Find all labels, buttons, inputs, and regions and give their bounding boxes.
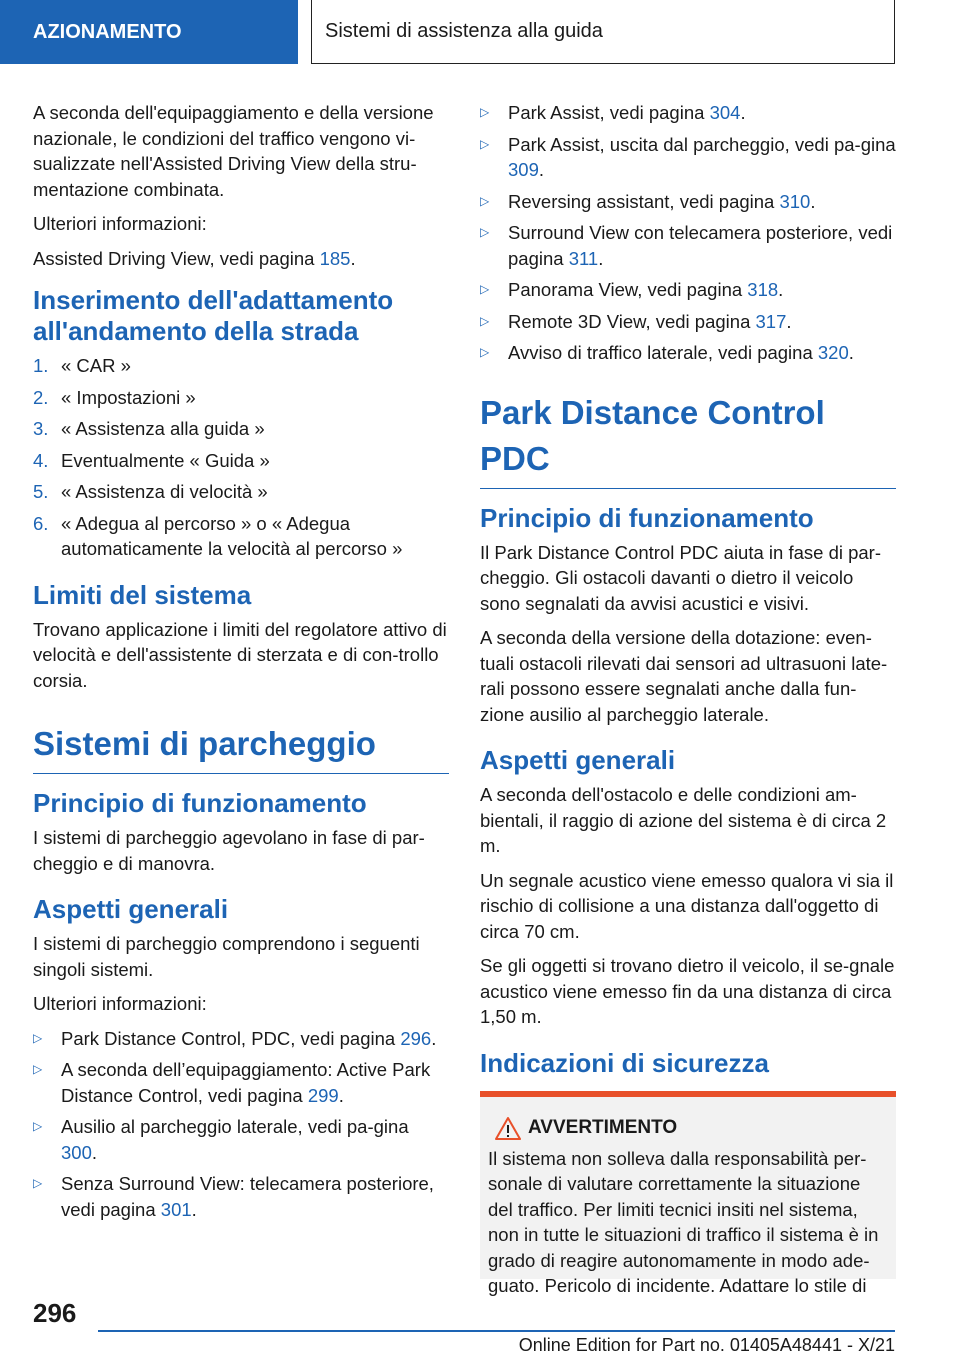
warning-box	[480, 1091, 896, 1296]
step-number: 1.	[33, 355, 49, 376]
general-paragraph-right: A seconda dell'ostacolo e delle condizioni am-bientali, il raggio di azione del sistema è di circa 2 m.	[480, 784, 887, 856]
step-text: « Impostazioni »	[61, 386, 196, 408]
edition-footer: Online Edition for Part no. 01405A48441 - X/21	[518, 1335, 895, 1355]
step-number: 2.	[33, 386, 49, 408]
section-title: Sistemi di assistenza alla guida	[325, 20, 603, 42]
triangle-bullet-icon: ▷	[33, 1062, 43, 1076]
heading-general-right: Aspetti generali	[480, 745, 676, 775]
warning-text: Il sistema non solleva dalla responsabilità per-sonale di valutare correttamente la situazione del traffico. Per limiti tecnici insiti nel sistema, non in tutte le situazioni di traffico il sistema è in grado di reagire autonomamente in modo ade-guato. Pericolo di incidente. Adattare lo stile di	[488, 1147, 879, 1296]
step-number: 4.	[33, 449, 49, 471]
step-text: Eventualmente « Guida »	[61, 449, 270, 471]
reference-item	[33, 1057, 449, 1108]
reference-end: .	[431, 1027, 437, 1049]
reference-item	[480, 277, 896, 303]
page-link[interactable]: 296	[400, 1027, 432, 1049]
heading-principle-right: Principio di funzionamento	[480, 502, 814, 533]
reference-end: .	[598, 247, 604, 269]
reference-item	[480, 100, 896, 126]
heading-general-left: Aspetti generali	[33, 894, 229, 924]
reference-end: .	[740, 102, 746, 123]
reference-label: Park Assist, vedi pagina	[508, 102, 710, 123]
triangle-bullet-icon: ▷	[33, 1176, 43, 1190]
limits-paragraph: Trovano applicazione i limiti del regolatore attivo di velocità e dell'assistente di sterzata e di con-trollo corsia.	[33, 618, 447, 691]
reference-text	[508, 220, 896, 271]
reference-end: .	[538, 159, 545, 180]
general-paragraph-right-3: Se gli oggetti si trovano dietro il veicolo, il se-gnale acustico viene emesso fin da una distanza di circa 1,50 m.	[480, 955, 895, 1027]
reference-label: Ausilio al parcheggio laterale, vedi pa-gina	[61, 1116, 409, 1137]
step-item	[33, 511, 449, 562]
heading-parking-systems: Sistemi di parcheggio	[33, 721, 449, 774]
footer-rule	[98, 1330, 895, 1332]
triangle-bullet-icon: ▷	[480, 282, 490, 296]
reference-label: Avviso di traffico laterale, vedi pagina	[508, 342, 818, 363]
warning-header	[488, 1117, 888, 1140]
heading-pdc: Park Distance Control PDC	[480, 390, 896, 489]
heading-principle-left: Principio di funzionamento	[33, 788, 367, 818]
step-number: 5.	[33, 481, 49, 502]
page-link[interactable]: 304	[709, 102, 741, 123]
page-link[interactable]: 318	[747, 279, 779, 300]
step-number: 6.	[33, 512, 49, 534]
reference-label: Panorama View, vedi pagina	[508, 279, 748, 300]
step-item	[33, 385, 449, 411]
triangle-bullet-icon: ▷	[33, 1119, 43, 1133]
triangle-bullet-icon: ▷	[33, 1030, 43, 1045]
reference-text	[508, 132, 896, 183]
step-text: « Assistenza alla guida »	[61, 418, 265, 439]
reference-label: Senza Surround View: telecamera posteriore, vedi pagina	[61, 1173, 434, 1220]
page-link[interactable]: 185	[319, 247, 351, 269]
reference-end: .	[191, 1198, 197, 1220]
intro-paragraph: A seconda dell'equipaggiamento e della versione nazionale, le condizioni del traffico vengono vi-sualizzate nell'Assisted Driving View della stru-mentazione combinata.	[33, 102, 434, 200]
triangle-bullet-icon: ▷	[480, 105, 490, 119]
warning-triangle-icon	[488, 1117, 528, 1140]
triangle-bullet-icon: ▷	[480, 345, 490, 359]
warning-title: AVVERTIMENTO	[528, 1117, 678, 1138]
step-item	[33, 416, 449, 442]
step-text: « CAR »	[61, 355, 131, 376]
reference-label: A seconda dell’equipaggiamento: Active Park Distance Control, vedi pagina	[61, 1059, 431, 1106]
reference-item	[480, 340, 896, 366]
reference-label: Remote 3D View, vedi pagina	[508, 310, 756, 332]
right-column	[480, 100, 896, 1296]
reference-text	[508, 277, 783, 303]
more-info-label: Ulteriori informazioni:	[33, 213, 207, 234]
adv-reference-text: Assisted Driving View, vedi pagina	[33, 247, 320, 269]
triangle-bullet-icon: ▷	[480, 313, 490, 328]
page-link[interactable]: 320	[817, 342, 849, 363]
reference-list-left	[33, 1026, 449, 1223]
reference-text	[61, 1057, 449, 1108]
triangle-bullet-icon: ▷	[480, 136, 490, 151]
general-paragraph-left: I sistemi di parcheggio comprendono i seguenti singoli sistemi.	[33, 933, 420, 980]
reference-item	[480, 220, 896, 271]
page-number: 296	[33, 1298, 77, 1328]
reference-label: Reversing assistant, vedi pagina	[508, 190, 780, 212]
reference-text	[61, 1114, 449, 1165]
chapter-label: AZIONAMENTO	[33, 20, 182, 43]
reference-end: .	[338, 1084, 344, 1106]
general-paragraph-right-2: Un segnale acustico viene emesso qualora vi sia il rischio di collisione a una distanza dall'oggetto di circa 70 cm.	[480, 869, 894, 942]
principle-paragraph-right-2: A seconda della versione della dotazione: even-tuali ostacoli rilevati dai sensori ad ultrasuoni late-rali possono essere segnalati anche dalla fun-zione ausilio al parcheggio laterale.	[480, 627, 888, 725]
reference-item	[33, 1171, 449, 1222]
step-item	[33, 448, 449, 474]
reference-label: Surround View con telecamera posteriore, vedi pagina	[508, 222, 893, 269]
page-link[interactable]: 301	[160, 1198, 192, 1220]
reference-label: Park Distance Control, PDC, vedi pagina	[61, 1027, 401, 1049]
reference-end: .	[786, 310, 792, 332]
heading-safety: Indicazioni di sicurezza	[480, 1047, 769, 1078]
more-info-label-2: Ulteriori informazioni:	[33, 993, 207, 1014]
reference-end: .	[810, 190, 816, 212]
heading-limits: Limiti del sistema	[33, 579, 252, 610]
page-link[interactable]: 317	[755, 310, 787, 332]
page-link[interactable]: 300	[61, 1141, 92, 1163]
reference-item	[480, 309, 896, 335]
step-number: 3.	[33, 418, 49, 439]
reference-end: .	[848, 342, 854, 363]
reference-end: .	[778, 279, 784, 300]
chapter-tab	[0, 0, 298, 64]
reference-text	[61, 1171, 449, 1222]
left-column	[33, 100, 449, 1230]
triangle-bullet-icon: ▷	[480, 225, 490, 239]
reference-item	[480, 189, 896, 215]
page-link[interactable]: 311	[568, 247, 599, 269]
principle-paragraph-right: Il Park Distance Control PDC aiuta in fase di par-cheggio. Gli ostacoli davanti o dietro il veicolo sono segnalati da avvisi acustici e visivi.	[480, 541, 882, 614]
section-header	[311, 0, 895, 64]
heading-adaptation: Inserimento dell'adattamento all'andamento della strada	[33, 285, 394, 346]
adv-reference: Assisted Driving View, vedi pagina 185.	[33, 247, 356, 269]
step-item	[33, 353, 449, 379]
reference-text	[508, 100, 746, 126]
step-list	[33, 353, 449, 562]
reference-text	[508, 340, 854, 366]
page-link[interactable]: 299	[307, 1084, 339, 1106]
reference-label: Park Assist, uscita dal parcheggio, vedi pa-gina	[508, 133, 896, 155]
reference-item	[33, 1114, 449, 1165]
step-text: « Assistenza di velocità »	[61, 481, 268, 502]
reference-item	[480, 132, 896, 183]
step-item	[33, 479, 449, 505]
reference-end: .	[91, 1141, 98, 1163]
reference-text	[508, 189, 816, 215]
page-link[interactable]: 309	[508, 159, 539, 180]
reference-text	[61, 1026, 436, 1052]
reference-item	[33, 1026, 449, 1052]
triangle-bullet-icon: ▷	[480, 193, 490, 208]
reference-list-right	[480, 100, 896, 366]
reference-text	[508, 309, 792, 335]
step-text: « Adegua al percorso » o « Adegua automaticamente la velocità al percorso »	[61, 512, 403, 559]
principle-paragraph-left: I sistemi di parcheggio agevolano in fase di par-cheggio e di manovra.	[33, 827, 425, 874]
page-link[interactable]: 310	[779, 190, 811, 212]
